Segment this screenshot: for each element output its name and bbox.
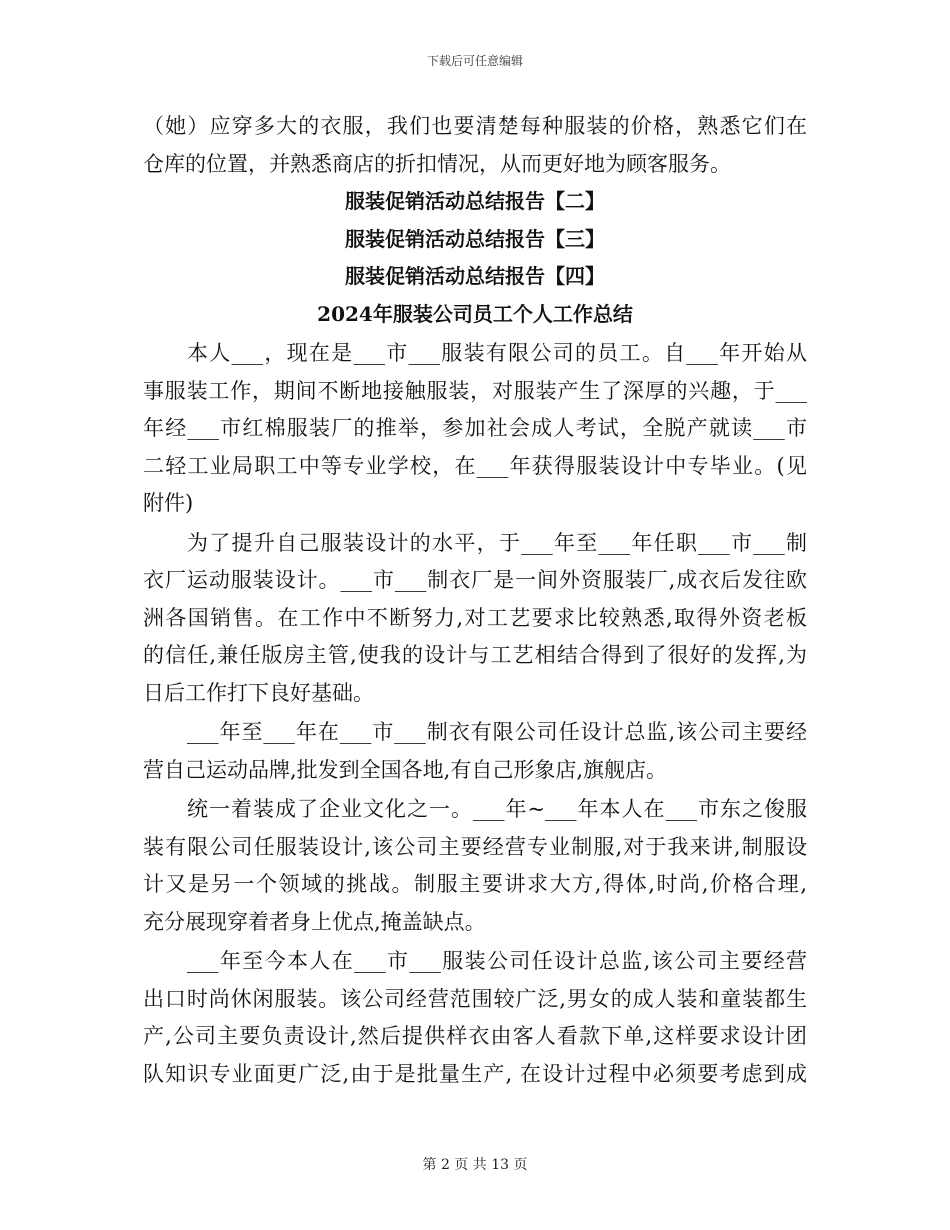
paragraph-line: 计又是另一个领域的挑战。制服主要讲求大方,得体,时尚,价格合理, (143, 872, 807, 896)
intro-line: （她）应穿多大的衣服，我们也要清楚每种服装的价格，熟悉它们在 (143, 114, 807, 138)
paragraph-line: 本人___，现在是___市___服装有限公司的员工。自___年开始从 (187, 341, 807, 365)
paragraph-line: 队知识专业面更广泛,由于是批量生产, 在设计过程中必须要考虑到成 (143, 1061, 807, 1086)
section-heading: 服装促销活动总结报告【二】 (345, 189, 605, 213)
paragraph-line: 二轻工业局职工中等专业学校，在___年获得服装设计中专毕业。(见 (143, 453, 807, 478)
paragraph-line: 充分展现穿着者身上优点,掩盖缺点。 (143, 909, 486, 934)
paragraph-line: 统一着装成了企业文化之一。___年~___年本人在___市东之俊服 (187, 797, 807, 821)
paragraph-line: 出口时尚休闲服装。该公司经营范围较广泛,男女的成人装和童装都生 (143, 986, 807, 1011)
paragraph-line: 为了提升自己服装设计的水平，于___年至___年任职___市___制 (187, 530, 807, 555)
section-heading: 服装促销活动总结报告【四】 (345, 264, 605, 288)
section-heading: 服装促销活动总结报告【三】 (345, 226, 605, 251)
paragraph (143, 525, 807, 713)
page-header: 下载后可任意编辑 (426, 54, 523, 68)
paragraph-line: 产,公司主要负责设计,然后提供样衣由客人看款下单,这样要求设计团 (143, 1024, 807, 1048)
paragraph-line: 衣厂运动服装设计。___市___制衣厂是一间外资服装厂,成衣后发往欧 (143, 568, 807, 592)
page-number-footer: 第 2 页 共 13 页 (422, 1157, 528, 1173)
paragraph-line: 事服装工作，期间不断地接触服装，对服装产生了深厚的兴趣，于___ (143, 378, 807, 403)
paragraph-line: 洲各国销售。在工作中不断努力,对工艺要求比较熟悉,取得外资老板 (143, 605, 807, 630)
paragraph-line: 日后工作打下良好基础。 (143, 680, 374, 705)
paragraph-line: 附件) (143, 491, 194, 515)
paragraph (143, 791, 807, 941)
paragraph-line: 装有限公司任服装设计,该公司主要经营专业制服,对于我来讲,制服设 (143, 834, 807, 859)
paragraph (143, 335, 807, 523)
paragraph-line: 营自己运动品牌,批发到全国各地,有自己形象店,旗舰店。 (143, 757, 668, 782)
document-body (143, 108, 807, 1093)
paragraph-line: ___年至今本人在___市___服装公司任设计总监,该公司主要经营 (187, 949, 807, 973)
document-title: 2024年服装公司员工个人工作总结 (317, 301, 633, 326)
paragraph (143, 943, 807, 1093)
paragraph (143, 714, 807, 789)
paragraph-line: ___年至___年在___市___制衣有限公司任设计总监,该公司主要经 (187, 720, 807, 744)
paragraph-line: 的信任,兼任版房主管,使我的设计与工艺相结合得到了很好的发挥,为 (143, 643, 807, 667)
paragraph-line: 年经___市红棉服装厂的推举，参加社会成人考试，全脱产就读___市 (143, 416, 807, 440)
intro-line: 仓库的位置，并熟悉商店的折扣情况，从而更好地为顾客服务。 (143, 151, 731, 176)
